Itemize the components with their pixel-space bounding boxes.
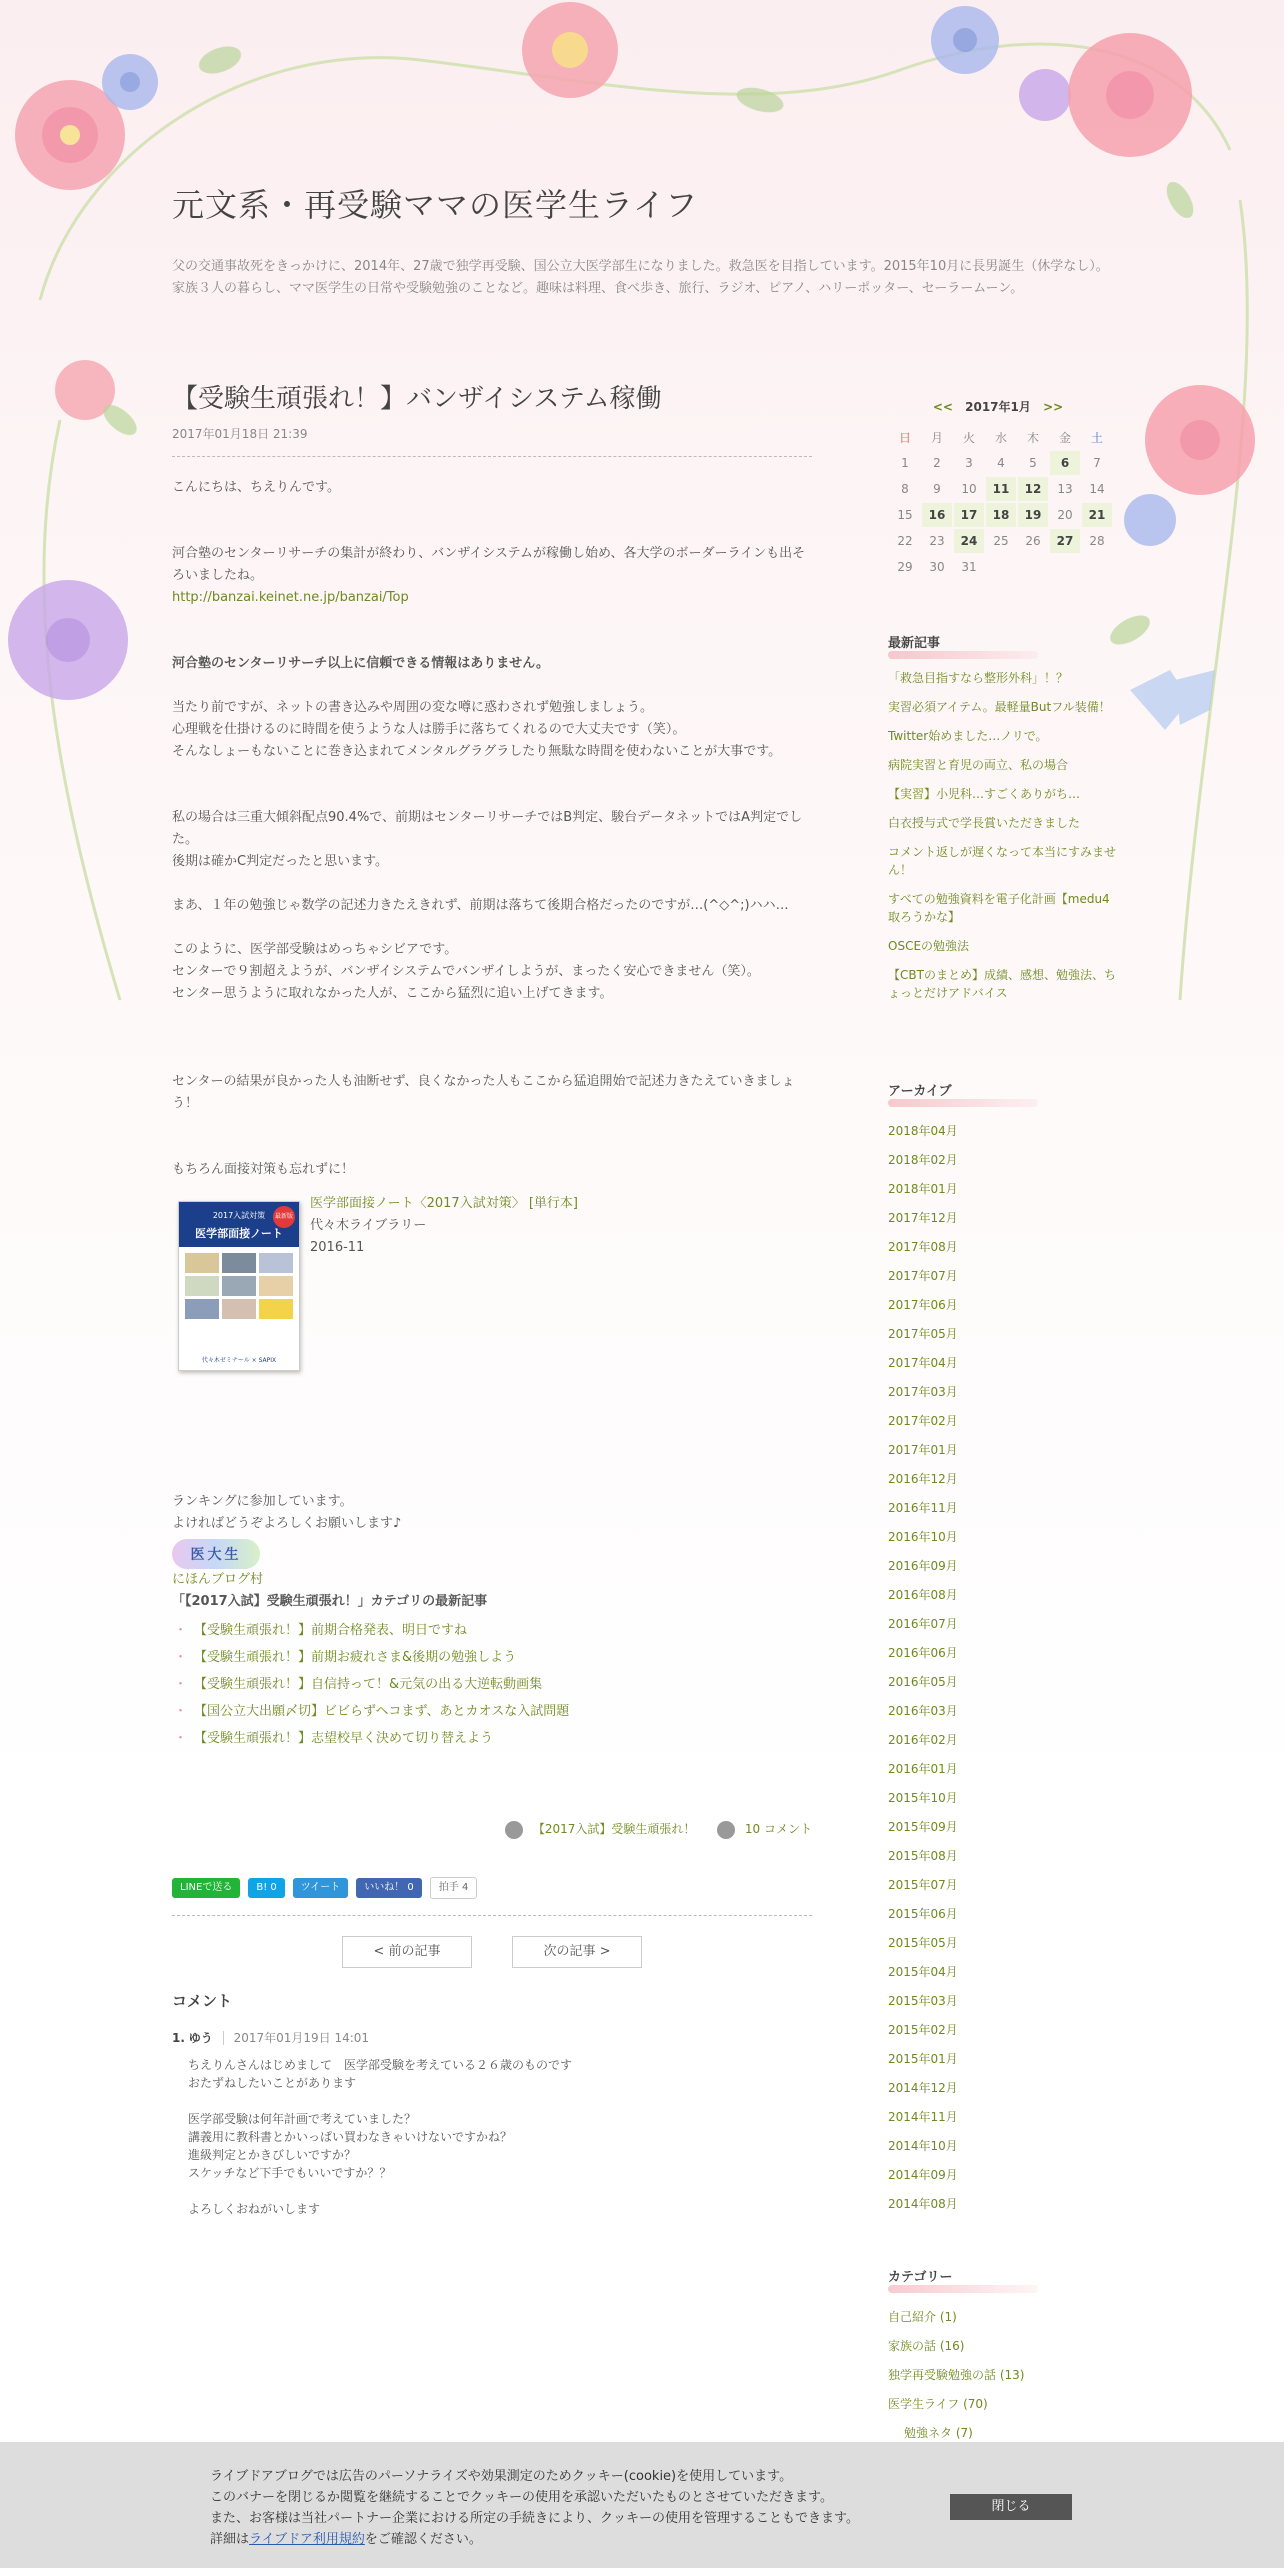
archive-month-link[interactable]: 2018年02月	[888, 1153, 958, 1167]
recent-post-link[interactable]: 「救急目指すなら整形外科」！？	[888, 671, 1069, 685]
archive-month-link[interactable]: 2015年09月	[888, 1820, 958, 1834]
paragraph: 当たり前ですが、ネットの書き込みや周囲の変な噂に惑わされず勉強しましょう。	[172, 700, 654, 715]
blog-title[interactable]: 元文系・再受験ママの医学生ライフ	[172, 186, 699, 224]
comment-body	[188, 2056, 812, 2218]
archive-month-link[interactable]: 2017年08月	[888, 1240, 958, 1254]
archive-month-link[interactable]: 2017年01月	[888, 1443, 958, 1457]
paragraph: 後期は確かC判定だったと思います。	[172, 854, 389, 869]
archive-month-link[interactable]: 2016年06月	[888, 1646, 958, 1660]
category-link[interactable]: 独学再受験勉強の話 (13)	[888, 2368, 1025, 2382]
comment-line: 進級判定とかきびしいですか？	[188, 2147, 357, 2162]
paragraph: こんにちは、ちえりんです。	[172, 480, 340, 495]
next-article-button[interactable]: 次の記事 >	[512, 1936, 642, 1968]
calendar-day: 31	[961, 560, 977, 574]
clap-button[interactable]: 拍手 4	[430, 1877, 478, 1899]
calendar-day	[1050, 555, 1080, 579]
book-cover-top: 2017入試対策	[179, 1202, 299, 1223]
calendar-day	[1082, 555, 1112, 579]
category-link[interactable]: 自己紹介 (1)	[888, 2310, 957, 2324]
archive-month-link[interactable]: 2015年04月	[888, 1965, 958, 1979]
archive-month-link[interactable]: 2017年03月	[888, 1385, 958, 1399]
terms-link[interactable]: ライブドア利用規約	[249, 2532, 365, 2547]
share-bar	[172, 1877, 812, 1916]
comment-line: 医学部受験は何年計画で考えていました？	[188, 2111, 417, 2126]
paragraph: このように、医学部受験はめっちゃシビアです。	[172, 942, 458, 957]
book-date: 2016-11	[310, 1240, 365, 1255]
calendar-day: 8	[901, 482, 909, 496]
paragraph: まあ、１年の勉強じゃ数学の記述力きたえきれず、前期は落ちて後期合格だったのですが…(^◇^;)ハハ…	[172, 898, 789, 913]
recent-post-link[interactable]: すべての勉強資料を電子化計画【medu4取ろうかな】	[888, 892, 1110, 924]
line-share-button[interactable]: LINEで送る	[172, 1878, 240, 1898]
blog-header	[172, 180, 1112, 300]
category-link[interactable]: 家族の話 (16)	[888, 2339, 965, 2353]
paragraph: もちろん面接対策も忘れずに！	[172, 1162, 355, 1177]
recent-post-link[interactable]: 病院実習と育児の両立、私の場合	[888, 758, 1069, 772]
comment-line: おたずねしたいことがあります	[188, 2075, 357, 2090]
paragraph: そんなしょーもないことに巻き込まれてメンタルグラグラしたり無駄な時間を使わないことが大事です。	[172, 744, 782, 759]
ranking-banner[interactable]: 医大生	[172, 1539, 260, 1569]
archive-month-link[interactable]: 2016年07月	[888, 1617, 958, 1631]
archive-month-link[interactable]: 2015年08月	[888, 1849, 958, 1863]
paragraph: 河合塾のセンターリサーチの集計が終わり、バンザイシステムが稼働し始め、各大学のボーダーラインも出そろいましたね。	[172, 546, 806, 583]
paragraph: 心理戦を仕掛けるのに時間を使うような人は勝手に落ちてくれるので大丈夫です（笑）。	[172, 722, 686, 737]
calendar-day: 10	[961, 482, 977, 496]
related-item[interactable]: 【国公立大出願〆切】ビビらずヘコまず、あとカオスな入試問題	[194, 1704, 570, 1719]
calendar-day	[986, 555, 1016, 579]
highlight-heading: センターで９割超えようが、バンザイシステムでバンザイしようが、まったく安心できません（笑）。	[172, 964, 760, 979]
calendar-table	[888, 423, 1114, 581]
calendar-day: 9	[933, 482, 941, 496]
paragraph-bold: 河合塾のセンターリサーチ以上に信頼できる情報はありません。	[172, 656, 550, 671]
article-title[interactable]: 【受験生頑張れ！】バンザイシステム稼働	[172, 384, 662, 414]
archive-month-link[interactable]: 2015年05月	[888, 1936, 958, 1950]
archive-month-link[interactable]: 2014年08月	[888, 2197, 958, 2211]
book-cover-brand: 代々木ゼミナール × SAPIX	[201, 1357, 277, 1364]
category-link[interactable]: 【2017入試】受験生頑張れ！	[532, 1822, 696, 1836]
comment-date: 2017年01月19日 14:01	[223, 2031, 369, 2045]
book-title-link[interactable]: 医学部面接ノート〈2017入試対策〉 [単行本]	[310, 1196, 578, 1211]
archive-month-link[interactable]: 2017年04月	[888, 1356, 958, 1370]
book-cover-image[interactable]	[178, 1201, 300, 1371]
archive-heading: アーカイブ	[888, 1076, 1128, 1109]
calendar-month: 2017年1月	[965, 400, 1031, 414]
comment-line: 講義用に教科書とかいっぱい買わなきゃいけないですかね？	[188, 2129, 513, 2144]
calendar-weekday: 日	[898, 430, 911, 445]
archive-month-link[interactable]: 2017年05月	[888, 1327, 958, 1341]
paragraph: センター思うように取れなかった人が、ここから猛烈に追い上げてきます。	[172, 986, 613, 1001]
calendar-weekday: 火	[962, 430, 975, 445]
calendar-day: 5	[1029, 456, 1037, 470]
archive-month-link[interactable]: 2018年04月	[888, 1124, 958, 1138]
calendar-day	[1018, 555, 1048, 579]
calendar-weekday: 水	[994, 430, 1007, 445]
article	[172, 378, 812, 2218]
archive-month-link[interactable]: 2016年11月	[888, 1501, 958, 1515]
calendar-next[interactable]: >>	[1043, 400, 1064, 414]
calendar-day[interactable]: 24	[954, 529, 984, 553]
archive-list	[888, 1117, 1128, 2219]
archive-month-link[interactable]: 2016年09月	[888, 1559, 958, 1573]
calendar-day: 29	[897, 560, 913, 574]
calendar-day: 4	[997, 456, 1005, 470]
calendar-weekday: 金	[1058, 430, 1071, 445]
archive-month-link[interactable]: 2016年12月	[888, 1472, 958, 1486]
archive-month-link[interactable]: 2015年06月	[888, 1907, 958, 1921]
calendar-day: 20	[1057, 508, 1073, 522]
calendar-day: 15	[897, 508, 913, 522]
archive-month-link[interactable]: 2018年01月	[888, 1182, 958, 1196]
related-list	[172, 1617, 812, 1752]
book-cover-badge: 最新版	[273, 1206, 295, 1228]
category-link[interactable]: 医学生ライフ (70)	[888, 2397, 988, 2411]
article-body	[172, 477, 812, 1752]
prev-article-button[interactable]: < 前の記事	[342, 1936, 472, 1968]
facebook-like-button[interactable]: いいね！ 0	[356, 1878, 422, 1898]
recent-heading: 最新記事	[888, 628, 1128, 661]
calendar-weekday: 土	[1090, 430, 1103, 445]
calendar-day[interactable]: 27	[1050, 529, 1080, 553]
calendar-day[interactable]: 12	[1018, 477, 1048, 501]
archive-month-link[interactable]: 2017年02月	[888, 1414, 958, 1428]
archive-month-link[interactable]: 2015年01月	[888, 2052, 958, 2066]
paragraph: よければどうぞよろしくお願いします♪	[172, 1516, 402, 1531]
paragraph: 私の場合は三重大傾斜配点90.4%で、前期はセンターリサーチではB判定、駿台データネットではA判定でした。	[172, 810, 803, 847]
related-item[interactable]: 【受験生頑張れ！】志望校早く決めて切り替えよう	[194, 1731, 494, 1746]
calendar-day: 2	[933, 456, 941, 470]
calendar-day[interactable]: 19	[1018, 503, 1048, 527]
recent-post-link[interactable]: 【CBTのまとめ】成績、感想、勉強法、ちょっとだけアドバイス	[888, 968, 1116, 1000]
calendar-weekday: 月	[930, 430, 943, 445]
category-sub-item[interactable]: 勉強ネタ (7)	[904, 2426, 973, 2440]
article-footer	[172, 1820, 812, 1839]
archive-month-link[interactable]: 2015年03月	[888, 1994, 958, 2008]
archive-month-link[interactable]: 2016年05月	[888, 1675, 958, 1689]
calendar-day: 22	[897, 534, 913, 548]
calendar-day[interactable]: 6	[1050, 451, 1080, 475]
related-item[interactable]: 【受験生頑張れ！】前期お疲れさま&後期の勉強しよう	[194, 1650, 517, 1665]
calendar-weekday: 木	[1026, 430, 1039, 445]
related-title: 「【2017入試】受験生頑張れ！」カテゴリの最新記事	[172, 1594, 488, 1609]
blog-description: 父の交通事故死をきっかけに、2014年、27歳で独学再受験、国公立大医学部生になりました。救急医を目指しています。2015年10月に長男誕生（休学なし）。家族３人の暮らし、ママ医学生の日常や受験勉強のことなど。趣味は料理、食べ歩き、旅行、ラジオ、ピアノ、ハリーポッター、セーラームーン。	[172, 259, 1109, 296]
calendar-day: 26	[1025, 534, 1041, 548]
calendar-day[interactable]: 17	[954, 503, 984, 527]
calendar-prev[interactable]: <<	[932, 400, 953, 414]
comment-line: スケッチなど下手でもいいですか？？	[188, 2165, 392, 2180]
cookie-text: をご確認ください。	[364, 2532, 482, 2547]
archive-widget	[888, 1076, 1128, 2219]
calendar-day: 14	[1089, 482, 1105, 496]
cookie-text: 詳細は	[210, 2532, 250, 2547]
archive-month-link[interactable]: 2016年10月	[888, 1530, 958, 1544]
comment-line: ちえりんさんはじめまして 医学部受験を考えている２６歳のものです	[188, 2057, 573, 2072]
archive-month-link[interactable]: 2016年08月	[888, 1588, 958, 1602]
folder-icon	[505, 1821, 523, 1839]
calendar-day: 1	[901, 456, 909, 470]
archive-month-link[interactable]: 2016年03月	[888, 1704, 958, 1718]
cookie-close-button[interactable]: 閉じる	[950, 2494, 1072, 2520]
archive-month-link[interactable]: 2017年07月	[888, 1269, 958, 1283]
flower-top-left	[15, 80, 125, 190]
calendar-day: 25	[993, 534, 1009, 548]
book-publisher: 代々木ライブラリー	[310, 1218, 427, 1233]
calendar-widget	[888, 398, 1128, 581]
archive-month-link[interactable]: 2014年12月	[888, 2081, 958, 2095]
archive-month-link[interactable]: 2017年12月	[888, 1211, 958, 1225]
recent-post-link[interactable]: コメント返しが遅くなって本当にすみません！	[888, 845, 1117, 877]
archive-month-link[interactable]: 2017年06月	[888, 1298, 958, 1312]
calendar-day: 23	[929, 534, 945, 548]
recent-post-link[interactable]: 白衣授与式で学長賞いただきました	[888, 816, 1081, 830]
paragraph: センターの結果が良かった人も油断せず、良くなかった人もここから猛追開始で記述力きたえていきましょう！	[172, 1074, 795, 1111]
comment-author: ゆう	[188, 2030, 213, 2045]
comment-line: よろしくおねがいします	[188, 2201, 321, 2216]
comment-number: 1.	[172, 2030, 185, 2045]
calendar-day: 28	[1089, 534, 1105, 548]
hatena-bookmark-button[interactable]: B! 0	[248, 1878, 284, 1898]
tweet-button[interactable]: ツイート	[293, 1878, 349, 1898]
related-item[interactable]: 【受験生頑張れ！】前期合格発表、明日ですね	[194, 1623, 468, 1638]
category-list	[888, 2303, 1128, 2419]
recent-post-link[interactable]: OSCEの勉強法	[888, 939, 970, 953]
related-item[interactable]: 【受験生頑張れ！】自信持って！&元気の出る大逆転動画集	[194, 1677, 543, 1692]
archive-month-link[interactable]: 2014年11月	[888, 2110, 958, 2124]
category-widget	[888, 2262, 1128, 2448]
calendar-day[interactable]: 11	[986, 477, 1016, 501]
comments-heading: コメント	[172, 1991, 233, 2010]
archive-month-link[interactable]: 2014年10月	[888, 2139, 958, 2153]
pager	[172, 1936, 812, 1968]
paragraph: ランキングに参加しています。	[172, 1494, 353, 1509]
comment-count-link[interactable]: 10 コメント	[744, 1822, 812, 1836]
comment-item	[172, 2029, 812, 2218]
recent-post-link[interactable]: Twitter始めました…ノリで。	[888, 729, 1048, 743]
calendar-day[interactable]: 18	[986, 503, 1016, 527]
calendar-day: 13	[1057, 482, 1073, 496]
banzai-link[interactable]: http://banzai.keinet.ne.jp/banzai/Top	[172, 590, 409, 605]
book-cover-title: 医学部面接ノート	[179, 1223, 299, 1247]
recent-post-link[interactable]: 【実習】小児科…すごくありがち…	[888, 787, 1081, 801]
recent-post-link[interactable]: 実習必須アイテム。最軽量Butフル装備！	[888, 700, 1111, 714]
recent-posts-widget	[888, 628, 1128, 1013]
archive-month-link[interactable]: 2015年02月	[888, 2023, 958, 2037]
archive-month-link[interactable]: 2015年10月	[888, 1791, 958, 1805]
archive-month-link[interactable]: 2016年02月	[888, 1733, 958, 1747]
book-widget	[172, 1193, 812, 1371]
cookie-text-line: ライブドアブログでは広告のパーソナライズや効果測定のためクッキー(cookie)を使用しています。	[210, 2469, 793, 2484]
recent-list	[888, 669, 1128, 1002]
calendar-day[interactable]: 16	[922, 503, 952, 527]
calendar-day: 30	[929, 560, 945, 574]
cookie-text-line: また、お客様は当社パートナー企業における所定の手続きにより、クッキーの使用を管理することもできます。	[210, 2511, 859, 2526]
calendar-day: 3	[965, 456, 973, 470]
archive-month-link[interactable]: 2015年07月	[888, 1878, 958, 1892]
nihon-blogmura-link[interactable]: にほんブログ村	[172, 1572, 264, 1587]
archive-month-link[interactable]: 2016年01月	[888, 1762, 958, 1776]
article-date: 2017年01月18日 21:39	[172, 425, 812, 457]
comment-icon	[717, 1821, 735, 1839]
cookie-text-line: このバナーを閉じるか閲覧を継続することでクッキーの使用を承認いただいたものとさせていただきます。	[210, 2490, 833, 2505]
category-heading: カテゴリー	[888, 2262, 1128, 2295]
calendar-day: 7	[1093, 456, 1101, 470]
calendar-day[interactable]: 21	[1082, 503, 1112, 527]
archive-month-link[interactable]: 2014年09月	[888, 2168, 958, 2182]
cookie-banner	[0, 2442, 1284, 2568]
